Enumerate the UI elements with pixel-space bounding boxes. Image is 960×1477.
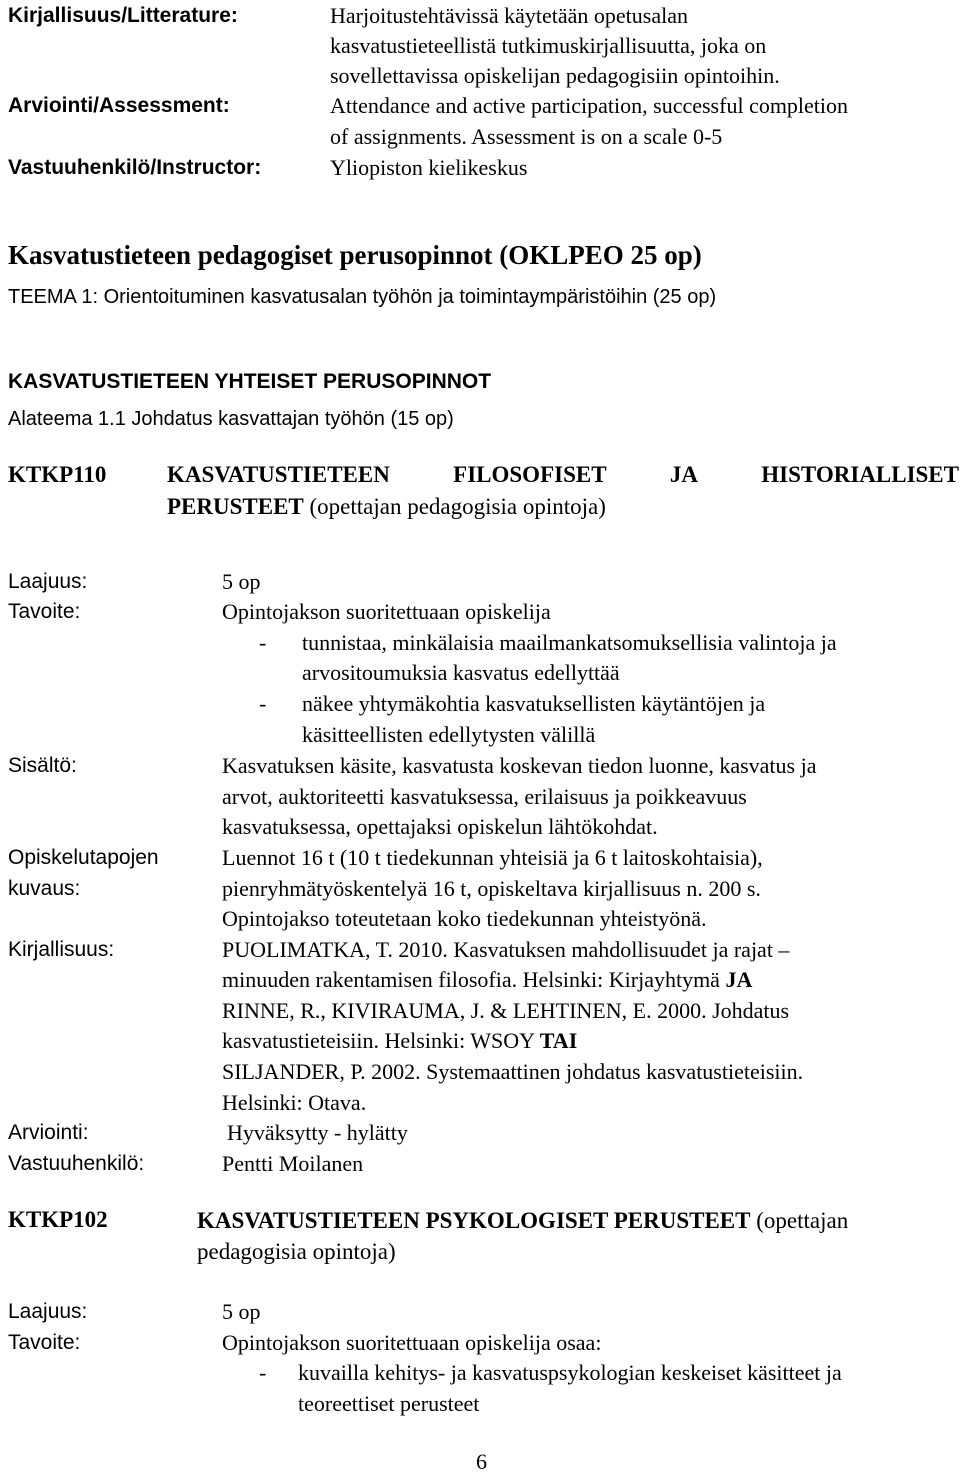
page-number: 6 — [476, 1449, 487, 1474]
assessment-line-2: of assignments. Assessment is on a scale 0-5 — [330, 124, 723, 149]
lit-line-2-text: minuuden rakentamisen filosofia. Helsinki: Kirjayhtymä — [222, 967, 726, 992]
lit-line-4-text: kasvatustieteisiin. Helsinki: WSOY — [222, 1028, 540, 1053]
goal-intro: Opintojakson suoritettuaan opiskelija — [222, 599, 551, 624]
programme-title: Kasvatustieteen pedagogiset perusopinnot (OKLPEO 25 op) — [8, 240, 702, 270]
course-assessment-label: Arviointi: — [8, 1121, 89, 1144]
goal-item-line-2: teoreettiset perusteet — [298, 1391, 480, 1416]
goal-item-2-line-2: käsitteellisten edellytysten välillä — [302, 722, 596, 747]
goal-dash: - — [259, 1360, 267, 1385]
lit-line-1: PUOLIMATKA, T. 2010. Kasvatuksen mahdollisuudet ja rajat – — [222, 937, 790, 962]
course2-title-line-2: pedagogisia opintoja) — [197, 1239, 396, 1264]
responsible-value: Pentti Moilanen — [222, 1151, 364, 1176]
course-code: KTKP110 — [8, 462, 107, 487]
content-line-2: arvot, auktoriteetti kasvatuksessa, erilaisuus ja poikkeavuus — [222, 784, 747, 809]
goal-item-2-line-1: näkee yhtymäkohtia kasvatuksellisten käytäntöjen ja — [302, 691, 766, 716]
course-code: KTKP102 — [8, 1207, 108, 1232]
methods-label-1: Opiskelutapojen — [8, 846, 159, 869]
responsible-label: Vastuuhenkilö: — [8, 1152, 145, 1175]
course-title-word: JA — [669, 462, 698, 487]
assessment-label: Arviointi/Assessment: — [8, 94, 230, 117]
course-title-word: KASVATUSTIETEEN — [167, 462, 390, 487]
scope-label: Laajuus: — [8, 1300, 88, 1323]
content-line-3: kasvatuksessa, opettajaksi opiskelun lähtökohdat. — [222, 814, 658, 839]
literature-label: Kirjallisuus/Litterature: — [8, 4, 238, 27]
lit-line-4 — [222, 1025, 577, 1056]
goal-label: Tavoite: — [8, 1331, 81, 1354]
course-title-bold: PERUSTEET — [167, 494, 304, 519]
assessment-line-1: Attendance and active participation, successful completion — [330, 93, 849, 118]
course-title-word: FILOSOFISET — [453, 462, 607, 487]
goal-item-1-line-2: arvositoumuksia kasvatus edellyttää — [302, 660, 620, 685]
subtheme-heading: Alateema 1.1 Johdatus kasvattajan työhön (15 op) — [8, 408, 454, 430]
lit-line-4-connector: TAI — [539, 1028, 578, 1053]
course-assessment-value: Hyväksytty - hylätty — [227, 1120, 408, 1145]
course-literature-label: Kirjallisuus: — [8, 938, 115, 961]
literature-line-2: kasvatustieteellistä tutkimuskirjallisuutta, joka on — [330, 33, 767, 58]
literature-line-1: Harjoitustehtävissä käytetään opetusalan — [330, 3, 688, 28]
theme-heading: TEEMA 1: Orientoituminen kasvatusalan työhön ja toimintaympäristöihin (25 op) — [8, 286, 717, 308]
course2-title-bold: KASVATUSTIETEEN PSYKOLOGISET PERUSTEET — [197, 1208, 751, 1233]
course-title-rest: (opettajan pedagogisia opintoja) — [303, 494, 606, 519]
scope-value: 5 op — [222, 1299, 261, 1324]
course-title-line-2 — [167, 491, 606, 522]
literature-line-3: sovellettavissa opiskelijan pedagogisiin opintoihin. — [330, 63, 780, 88]
lit-line-6: Helsinki: Otava. — [222, 1090, 367, 1115]
course-title-word: HISTORIALLISET — [761, 462, 959, 487]
lit-line-2 — [222, 964, 752, 995]
goal-item-line-1: kuvailla kehitys- ja kasvatuspsykologian keskeiset käsitteet ja — [298, 1360, 842, 1385]
section-title: KASVATUSTIETEEN YHTEISET PERUSOPINNOT — [8, 370, 492, 393]
goal-label: Tavoite: — [8, 600, 81, 623]
methods-line-2: pienryhmätyöskentelyä 16 t, opiskeltava kirjallisuus n. 200 s. — [222, 876, 761, 901]
course2-title-line-1 — [197, 1205, 848, 1236]
goal-item-1-line-1: tunnistaa, minkälaisia maailmankatsomuksellisia valintoja ja — [302, 630, 837, 655]
instructor-value: Yliopiston kielikeskus — [330, 155, 528, 180]
goal-intro: Opintojakson suoritettuaan opiskelija osaa: — [222, 1330, 602, 1355]
instructor-label: Vastuuhenkilö/Instructor: — [8, 156, 262, 179]
lit-line-3: RINNE, R., KIVIRAUMA, J. & LEHTINEN, E. 2000. Johdatus — [222, 998, 790, 1023]
goal-dash: - — [259, 630, 267, 655]
methods-line-3: Opintojakso toteutetaan koko tiedekunnan yhteistyönä. — [222, 906, 707, 931]
lit-line-5: SILJANDER, P. 2002. Systemaattinen johdatus kasvatustieteisiin. — [222, 1059, 804, 1084]
lit-line-2-connector: JA — [725, 967, 753, 992]
scope-label: Laajuus: — [8, 570, 88, 593]
methods-label-2: kuvaus: — [8, 877, 81, 900]
content-label: Sisältö: — [8, 754, 77, 777]
course2-title-rest: (opettajan — [750, 1208, 849, 1233]
course-title-line-1 — [167, 462, 959, 488]
goal-dash: - — [259, 691, 267, 716]
content-line-1: Kasvatuksen käsite, kasvatusta koskevan tiedon luonne, kasvatus ja — [222, 753, 817, 778]
scope-value: 5 op — [222, 569, 261, 594]
methods-line-1: Luennot 16 t (10 t tiedekunnan yhteisiä ja 6 t laitoskohtaisia), — [222, 845, 763, 870]
